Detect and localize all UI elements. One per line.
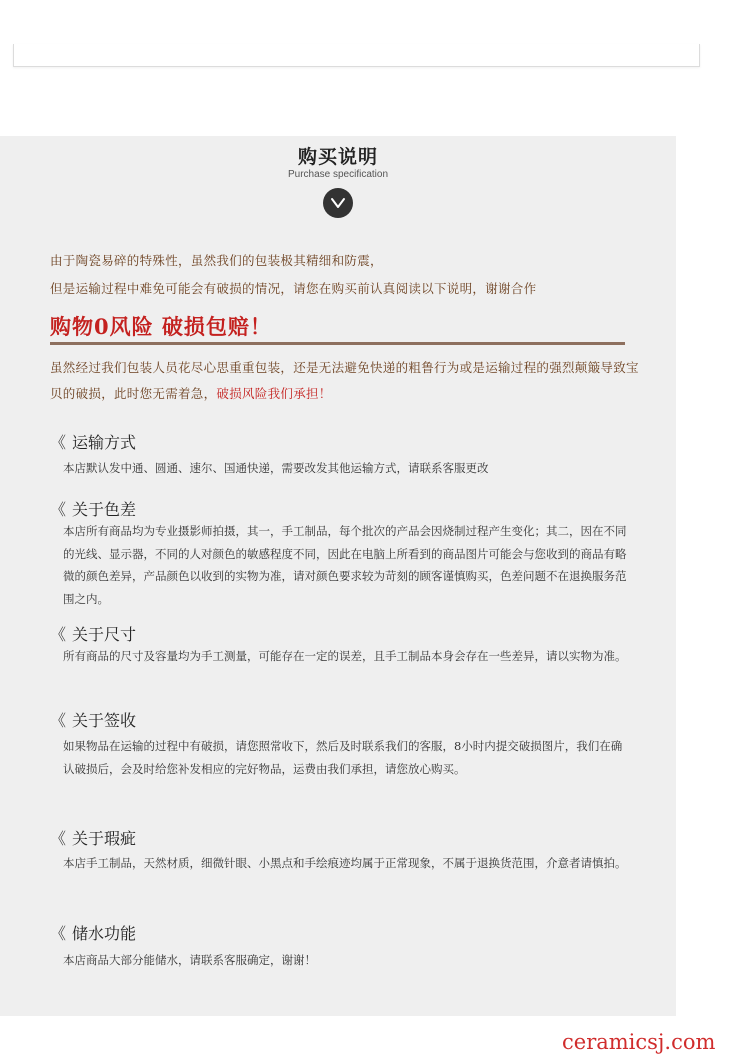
section-title-text: 关于签收: [72, 711, 137, 730]
section-body: 本店所有商品均为专业摄影师拍摄，其一，手工制品，每个批次的产品会因烧制过程产生变化；其二，因在不同的光线、显示器，不同的人对颜色的敏感程度不同，因此在电脑上所看到的商品图片可能会与您收到的商品有略微的颜色差异，产品颜色以收到的实物为准，请对颜色要求较为苛刻的顾客谨慎购买，色差问题不在退换服务范围之内。: [63, 524, 627, 606]
notice-text: 虽然经过我们包装人员花尽心思重重包装，还是无法避免快递的粗鲁行为或是运输过程的强烈颠簸导致宝贝的破损，此时您无需着急，: [50, 360, 639, 401]
notice-highlight: 破损风险我们承担！: [216, 386, 332, 401]
slogan: 购物0风险 破损包赔！: [50, 314, 272, 339]
section-title: [50, 708, 136, 731]
section-body: 所有商品的尺寸及容量均为手工测量，可能存在一定的误差，且手工制品本身会存在一些差异，请以实物为准。: [63, 649, 627, 663]
section-title-text: 关于色差: [72, 500, 137, 519]
section-title: [50, 622, 136, 645]
intro-line-2: 但是运输过程中难免可能会有破损的情况，请您在购买前认真阅读以下说明，谢谢合作: [50, 281, 537, 296]
watermark-text: ceramicsj.com: [562, 1030, 716, 1054]
section-mark: 《: [50, 625, 67, 644]
notice-paragraph: [50, 355, 650, 407]
section-title-text: 储水功能: [72, 924, 137, 943]
divider: [50, 342, 625, 345]
section-mark: 《: [50, 500, 67, 519]
section-body: 本店手工制品，天然材质，细微针眼、小黑点和手绘痕迹均属于正常现象，不属于退换货范围，介意者请慎拍。: [63, 856, 627, 870]
section-title-text: 关于尺寸: [72, 625, 137, 644]
purchase-spec-panel: [0, 136, 676, 1016]
chevron-down-icon: [323, 188, 353, 218]
section-title: [50, 497, 136, 520]
section-title: [50, 430, 136, 453]
section-title: [50, 826, 136, 849]
section-mark: 《: [50, 829, 67, 848]
intro-line-1: 由于陶瓷易碎的特殊性，虽然我们的包装极其精细和防震，: [50, 253, 383, 268]
top-frame: [13, 44, 700, 67]
section-mark: 《: [50, 711, 67, 730]
section-body: 如果物品在运输的过程中有破损，请您照常收下，然后及时联系我们的客服，8小时内提交破损图片，我们在确认破损后，会及时给您补发相应的完好物品，运费由我们承担，请您放心购买。: [63, 739, 623, 776]
page-subtitle: Purchase specification: [287, 169, 389, 180]
section-title-text: 关于瑕疵: [72, 829, 137, 848]
section-body: 本店默认发中通、圆通、速尔、国通快递，需要改发其他运输方式，请联系客服更改: [63, 461, 489, 475]
section-mark: 《: [50, 433, 67, 452]
section-title: [50, 921, 136, 944]
page-title: 购买说明: [297, 146, 378, 168]
section-body: 本店商品大部分能储水，请联系客服确定，谢谢！: [63, 953, 316, 967]
section-title-text: 运输方式: [72, 433, 137, 452]
section-mark: 《: [50, 924, 67, 943]
